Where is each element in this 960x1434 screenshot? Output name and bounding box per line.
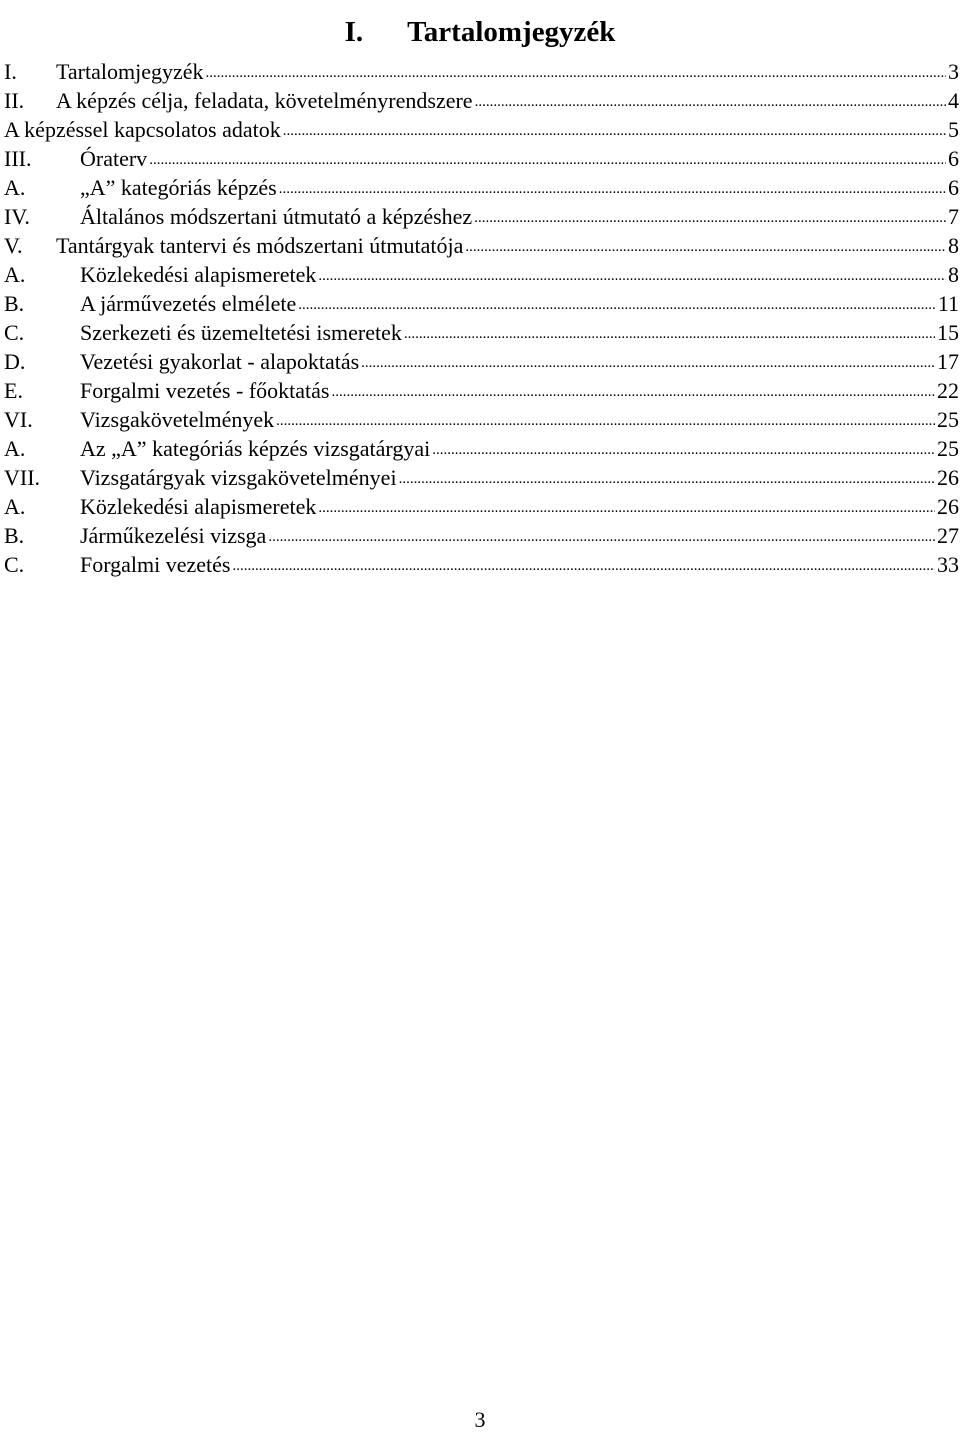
toc-entry-number: A. [4,494,26,519]
toc-entry-page: 8 [948,262,959,287]
toc-entry[interactable] [4,115,959,144]
toc-entry[interactable] [4,405,959,434]
toc-entry-title: Szerkezeti és üzemeltetési ismeretek [80,320,402,345]
toc-entry-number: A. [4,436,26,461]
toc-entry-title: Járműkezelési vizsga [80,523,267,548]
toc-entry[interactable] [4,376,959,405]
toc-entry-number: C. [4,552,25,577]
toc-entry-title: Vizsgatárgyak vizsgakövetelményei [80,465,397,490]
toc-entry[interactable] [4,492,959,521]
toc-entry-title: Tantárgyak tantervi és módszertani útmutatója [56,233,464,258]
toc-entry-number: A. [4,175,26,200]
toc-entry[interactable] [4,463,959,492]
toc-entry-page: 6 [948,146,959,171]
toc-entry-number: V. [4,233,23,258]
toc-entry-number: VII. [4,465,41,490]
toc-entry[interactable] [4,57,959,86]
toc-entry-title: A képzéssel kapcsolatos adatok [4,117,281,142]
toc-entry-title: Óraterv [80,146,148,171]
page-number: 3 [474,1407,486,1432]
toc-entry-page: 5 [948,117,959,142]
toc-entry-number: IV. [4,204,30,229]
toc-entry[interactable] [4,347,959,376]
toc-entry-page: 6 [948,175,959,200]
toc-entry-number: A. [4,262,26,287]
toc-entry-title: Közlekedési alapismeretek [80,494,317,519]
toc-entry[interactable] [4,521,959,550]
toc-entry-page: 7 [948,204,959,229]
toc-entry-title: Forgalmi vezetés - főoktatás [80,378,330,403]
toc-entry[interactable] [4,260,959,289]
toc-entry-page: 27 [937,523,959,548]
toc-entry-title: Vizsgakövetelmények [80,407,275,432]
toc-entry-page: 4 [948,88,959,113]
toc-entry-title: A járművezetés elmélete [80,291,297,316]
toc-entry-title: A képzés célja, feladata, követelményrendszere [56,88,473,113]
toc-entry[interactable] [4,173,959,202]
table-of-contents [4,57,959,579]
toc-entry-number: B. [4,523,25,548]
toc-entry[interactable] [4,289,959,318]
toc-entry-number: E. [4,378,23,403]
toc-entry-title: Közlekedési alapismeretek [80,262,317,287]
toc-entry-number: B. [4,291,25,316]
toc-entry-number: II. [4,88,25,113]
toc-entry-page: 8 [948,233,959,258]
toc-entry-title: „A” kategóriás képzés [80,175,277,200]
toc-entry-number: VI. [4,407,33,432]
toc-entry-title: Tartalomjegyzék [56,59,204,84]
toc-entry-page: 22 [937,378,959,403]
heading-title: Tartalomjegyzék [407,16,616,49]
toc-entry-page: 33 [937,552,959,577]
toc-entry-page: 25 [937,436,959,461]
toc-entry-page: 25 [937,407,959,432]
toc-entry[interactable] [4,318,959,347]
toc-entry[interactable] [4,86,959,115]
toc-entry-number: C. [4,320,25,345]
toc-entry-number: I. [4,59,17,84]
toc-entry-page: 17 [937,349,959,374]
toc-entry-title: Általános módszertani útmutató a képzéshez [80,204,473,229]
toc-entry[interactable] [4,202,959,231]
toc-entry-title: Vezetési gyakorlat - alapoktatás [80,349,360,374]
toc-entry-page: 3 [948,59,959,84]
toc-entry-title: Forgalmi vezetés [80,552,231,577]
toc-entry[interactable] [4,144,959,173]
toc-entry[interactable] [4,231,959,260]
toc-entry-page: 26 [937,465,959,490]
toc-entry-number: III. [4,146,32,171]
toc-entry-title: Az „A” kategóriás képzés vizsgatárgyai [80,436,431,461]
toc-entry-page: 15 [937,320,959,345]
page-heading [0,15,960,49]
toc-entry-number: D. [4,349,26,374]
dot-leader [233,548,936,581]
toc-entry[interactable] [4,434,959,463]
toc-entry-page: 11 [937,291,959,316]
toc-entry[interactable] [4,550,959,579]
toc-entry-page: 26 [937,494,959,519]
heading-number: I. [344,16,364,49]
